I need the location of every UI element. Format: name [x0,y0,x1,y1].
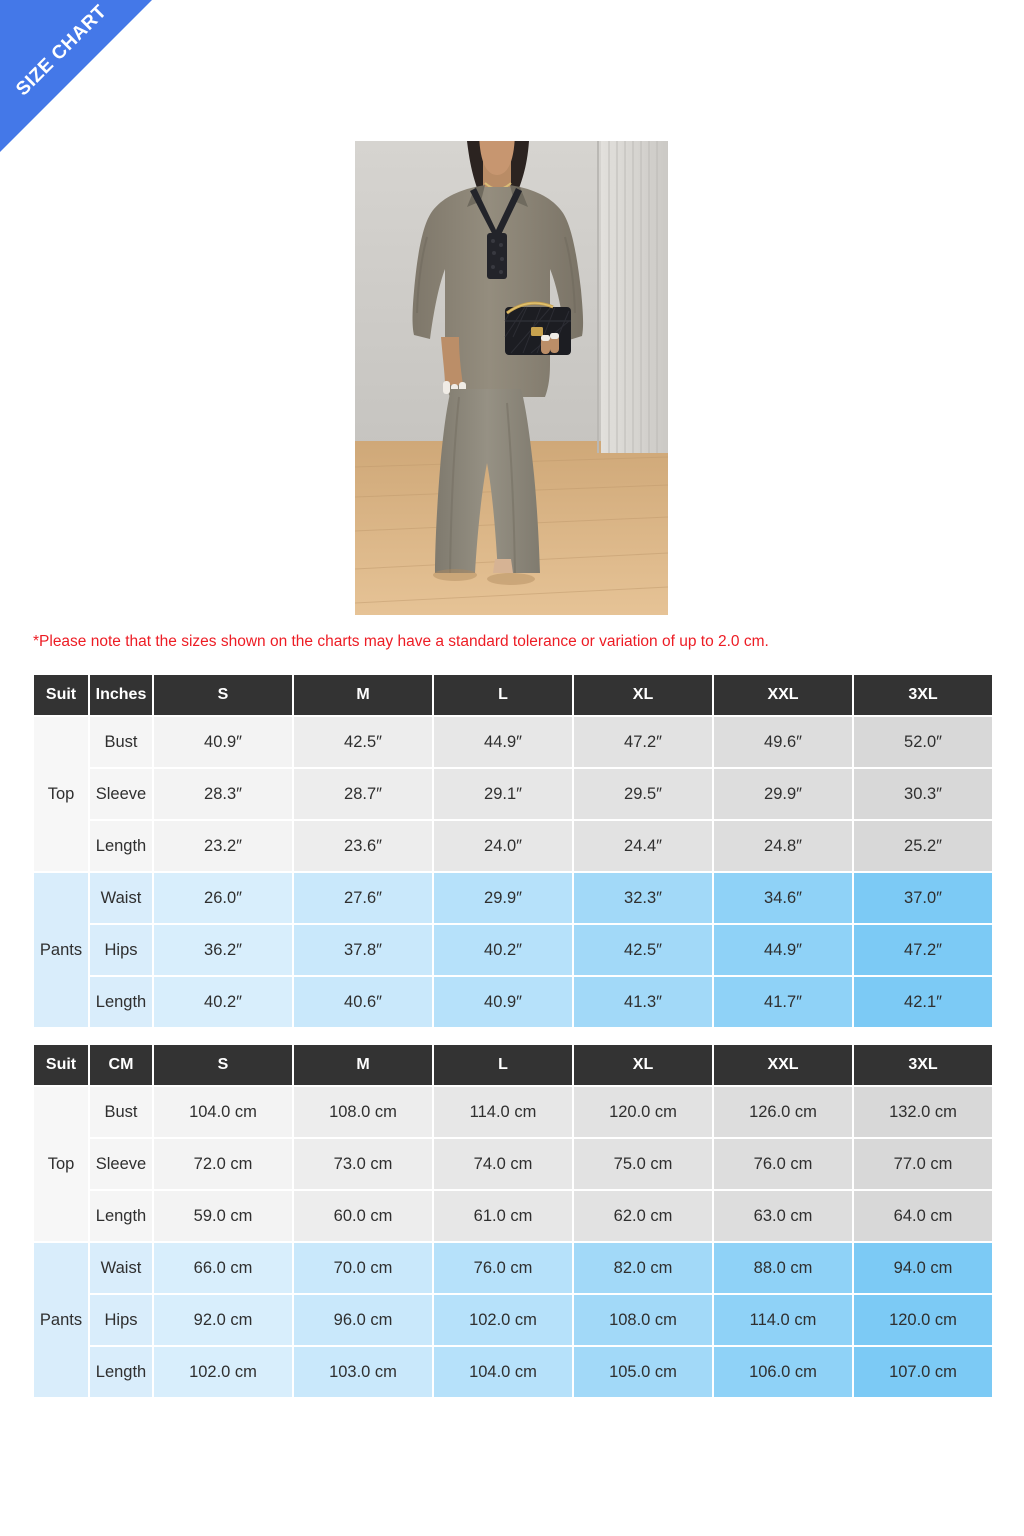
header-size-l-cm: L [434,1045,572,1085]
cell-bust-l-cm: 114.0 cm [434,1087,572,1137]
header-suit-cm: Suit [34,1045,88,1085]
cell-pantslength-m: 40.6″ [294,977,432,1027]
row-label-sleeve-cm: Sleeve [90,1139,152,1189]
group-label-pants-cm: Pants [34,1243,88,1397]
header-size-xl: XL [574,675,712,715]
group-label-top: Top [34,717,88,871]
size-chart-ribbon [0,0,152,152]
cell-hips-xl-cm: 108.0 cm [574,1295,712,1345]
header-size-m-cm: M [294,1045,432,1085]
table-row [34,977,992,1027]
group-label-top-cm: Top [34,1087,88,1241]
cell-pantslength-xxl: 41.7″ [714,977,852,1027]
cell-pantslength-s: 40.2″ [154,977,292,1027]
cell-waist-m-cm: 70.0 cm [294,1243,432,1293]
row-label-top-length: Length [90,821,152,871]
cell-pantslength-m-cm: 103.0 cm [294,1347,432,1397]
table-header-row [34,1045,992,1085]
cell-bust-3xl: 52.0″ [854,717,992,767]
table-row [34,717,992,767]
cell-toplength-s: 23.2″ [154,821,292,871]
row-label-bust-cm: Bust [90,1087,152,1137]
row-label-hips: Hips [90,925,152,975]
cell-hips-m: 37.8″ [294,925,432,975]
cell-toplength-xl: 24.4″ [574,821,712,871]
table-row [34,1087,992,1137]
size-table-cm [32,1043,994,1399]
cell-bust-l: 44.9″ [434,717,572,767]
cell-sleeve-m-cm: 73.0 cm [294,1139,432,1189]
header-size-3xl: 3XL [854,675,992,715]
cell-toplength-m: 23.6″ [294,821,432,871]
row-label-pants-length-cm: Length [90,1347,152,1397]
cell-pantslength-l: 40.9″ [434,977,572,1027]
size-table-inches [32,673,994,1029]
row-label-hips-cm: Hips [90,1295,152,1345]
row-label-waist: Waist [90,873,152,923]
header-size-m: M [294,675,432,715]
tolerance-note: *Please note that the sizes shown on the charts may have a standard tolerance or variation of up to 2.0 cm. [33,633,769,650]
cell-sleeve-l-cm: 74.0 cm [434,1139,572,1189]
cell-hips-xxl: 44.9″ [714,925,852,975]
cell-waist-xl: 32.3″ [574,873,712,923]
header-unit-cm: CM [90,1045,152,1085]
cell-toplength-s-cm: 59.0 cm [154,1191,292,1241]
header-unit: Inches [90,675,152,715]
cell-sleeve-l: 29.1″ [434,769,572,819]
cell-sleeve-xxl-cm: 76.0 cm [714,1139,852,1189]
row-label-top-length-cm: Length [90,1191,152,1241]
cell-toplength-l: 24.0″ [434,821,572,871]
cell-toplength-l-cm: 61.0 cm [434,1191,572,1241]
header-size-3xl-cm: 3XL [854,1045,992,1085]
table-row [34,1191,992,1241]
cell-pantslength-l-cm: 104.0 cm [434,1347,572,1397]
cell-toplength-xxl: 24.8″ [714,821,852,871]
header-size-s: S [154,675,292,715]
header-size-xl-cm: XL [574,1045,712,1085]
cell-hips-xxl-cm: 114.0 cm [714,1295,852,1345]
cell-toplength-xl-cm: 62.0 cm [574,1191,712,1241]
cell-waist-xxl: 34.6″ [714,873,852,923]
cell-hips-xl: 42.5″ [574,925,712,975]
cell-pantslength-3xl-cm: 107.0 cm [854,1347,992,1397]
cell-bust-xxl: 49.6″ [714,717,852,767]
cell-toplength-xxl-cm: 63.0 cm [714,1191,852,1241]
cell-waist-xxl-cm: 88.0 cm [714,1243,852,1293]
cell-pantslength-xl-cm: 105.0 cm [574,1347,712,1397]
table-row [34,1295,992,1345]
row-label-waist-cm: Waist [90,1243,152,1293]
table-row [34,873,992,923]
cell-sleeve-xxl: 29.9″ [714,769,852,819]
table-row [34,925,992,975]
table-row [34,821,992,871]
cell-waist-3xl-cm: 94.0 cm [854,1243,992,1293]
cell-pantslength-xl: 41.3″ [574,977,712,1027]
cell-pantslength-xxl-cm: 106.0 cm [714,1347,852,1397]
cell-bust-xxl-cm: 126.0 cm [714,1087,852,1137]
cell-toplength-3xl: 25.2″ [854,821,992,871]
cell-sleeve-3xl: 30.3″ [854,769,992,819]
cell-toplength-m-cm: 60.0 cm [294,1191,432,1241]
product-photo-illustration [355,141,668,615]
header-size-s-cm: S [154,1045,292,1085]
cell-waist-s: 26.0″ [154,873,292,923]
cell-bust-m: 42.5″ [294,717,432,767]
cell-bust-xl: 47.2″ [574,717,712,767]
product-photo [355,141,668,615]
header-size-l: L [434,675,572,715]
cell-waist-l: 29.9″ [434,873,572,923]
cell-hips-3xl-cm: 120.0 cm [854,1295,992,1345]
cell-hips-l-cm: 102.0 cm [434,1295,572,1345]
cell-hips-m-cm: 96.0 cm [294,1295,432,1345]
cell-sleeve-s-cm: 72.0 cm [154,1139,292,1189]
header-size-xxl-cm: XXL [714,1045,852,1085]
table-row [34,1139,992,1189]
cell-waist-3xl: 37.0″ [854,873,992,923]
header-size-xxl: XXL [714,675,852,715]
table-row [34,769,992,819]
table-row [34,1243,992,1293]
cell-waist-m: 27.6″ [294,873,432,923]
cell-bust-m-cm: 108.0 cm [294,1087,432,1137]
cell-sleeve-xl-cm: 75.0 cm [574,1139,712,1189]
cell-sleeve-s: 28.3″ [154,769,292,819]
cell-sleeve-3xl-cm: 77.0 cm [854,1139,992,1189]
cell-hips-s: 36.2″ [154,925,292,975]
cell-pantslength-s-cm: 102.0 cm [154,1347,292,1397]
row-label-bust: Bust [90,717,152,767]
cell-hips-l: 40.2″ [434,925,572,975]
cell-bust-3xl-cm: 132.0 cm [854,1087,992,1137]
cell-sleeve-m: 28.7″ [294,769,432,819]
row-label-sleeve: Sleeve [90,769,152,819]
row-label-pants-length: Length [90,977,152,1027]
cell-hips-s-cm: 92.0 cm [154,1295,292,1345]
cell-bust-s: 40.9″ [154,717,292,767]
cell-waist-s-cm: 66.0 cm [154,1243,292,1293]
cell-bust-xl-cm: 120.0 cm [574,1087,712,1137]
table-row [34,1347,992,1397]
group-label-pants: Pants [34,873,88,1027]
ribbon-label: SIZE CHART [12,1,112,101]
cell-waist-xl-cm: 82.0 cm [574,1243,712,1293]
cell-waist-l-cm: 76.0 cm [434,1243,572,1293]
cell-sleeve-xl: 29.5″ [574,769,712,819]
header-suit: Suit [34,675,88,715]
cell-pantslength-3xl: 42.1″ [854,977,992,1027]
cell-bust-s-cm: 104.0 cm [154,1087,292,1137]
cell-hips-3xl: 47.2″ [854,925,992,975]
table-header-row [34,675,992,715]
cell-toplength-3xl-cm: 64.0 cm [854,1191,992,1241]
